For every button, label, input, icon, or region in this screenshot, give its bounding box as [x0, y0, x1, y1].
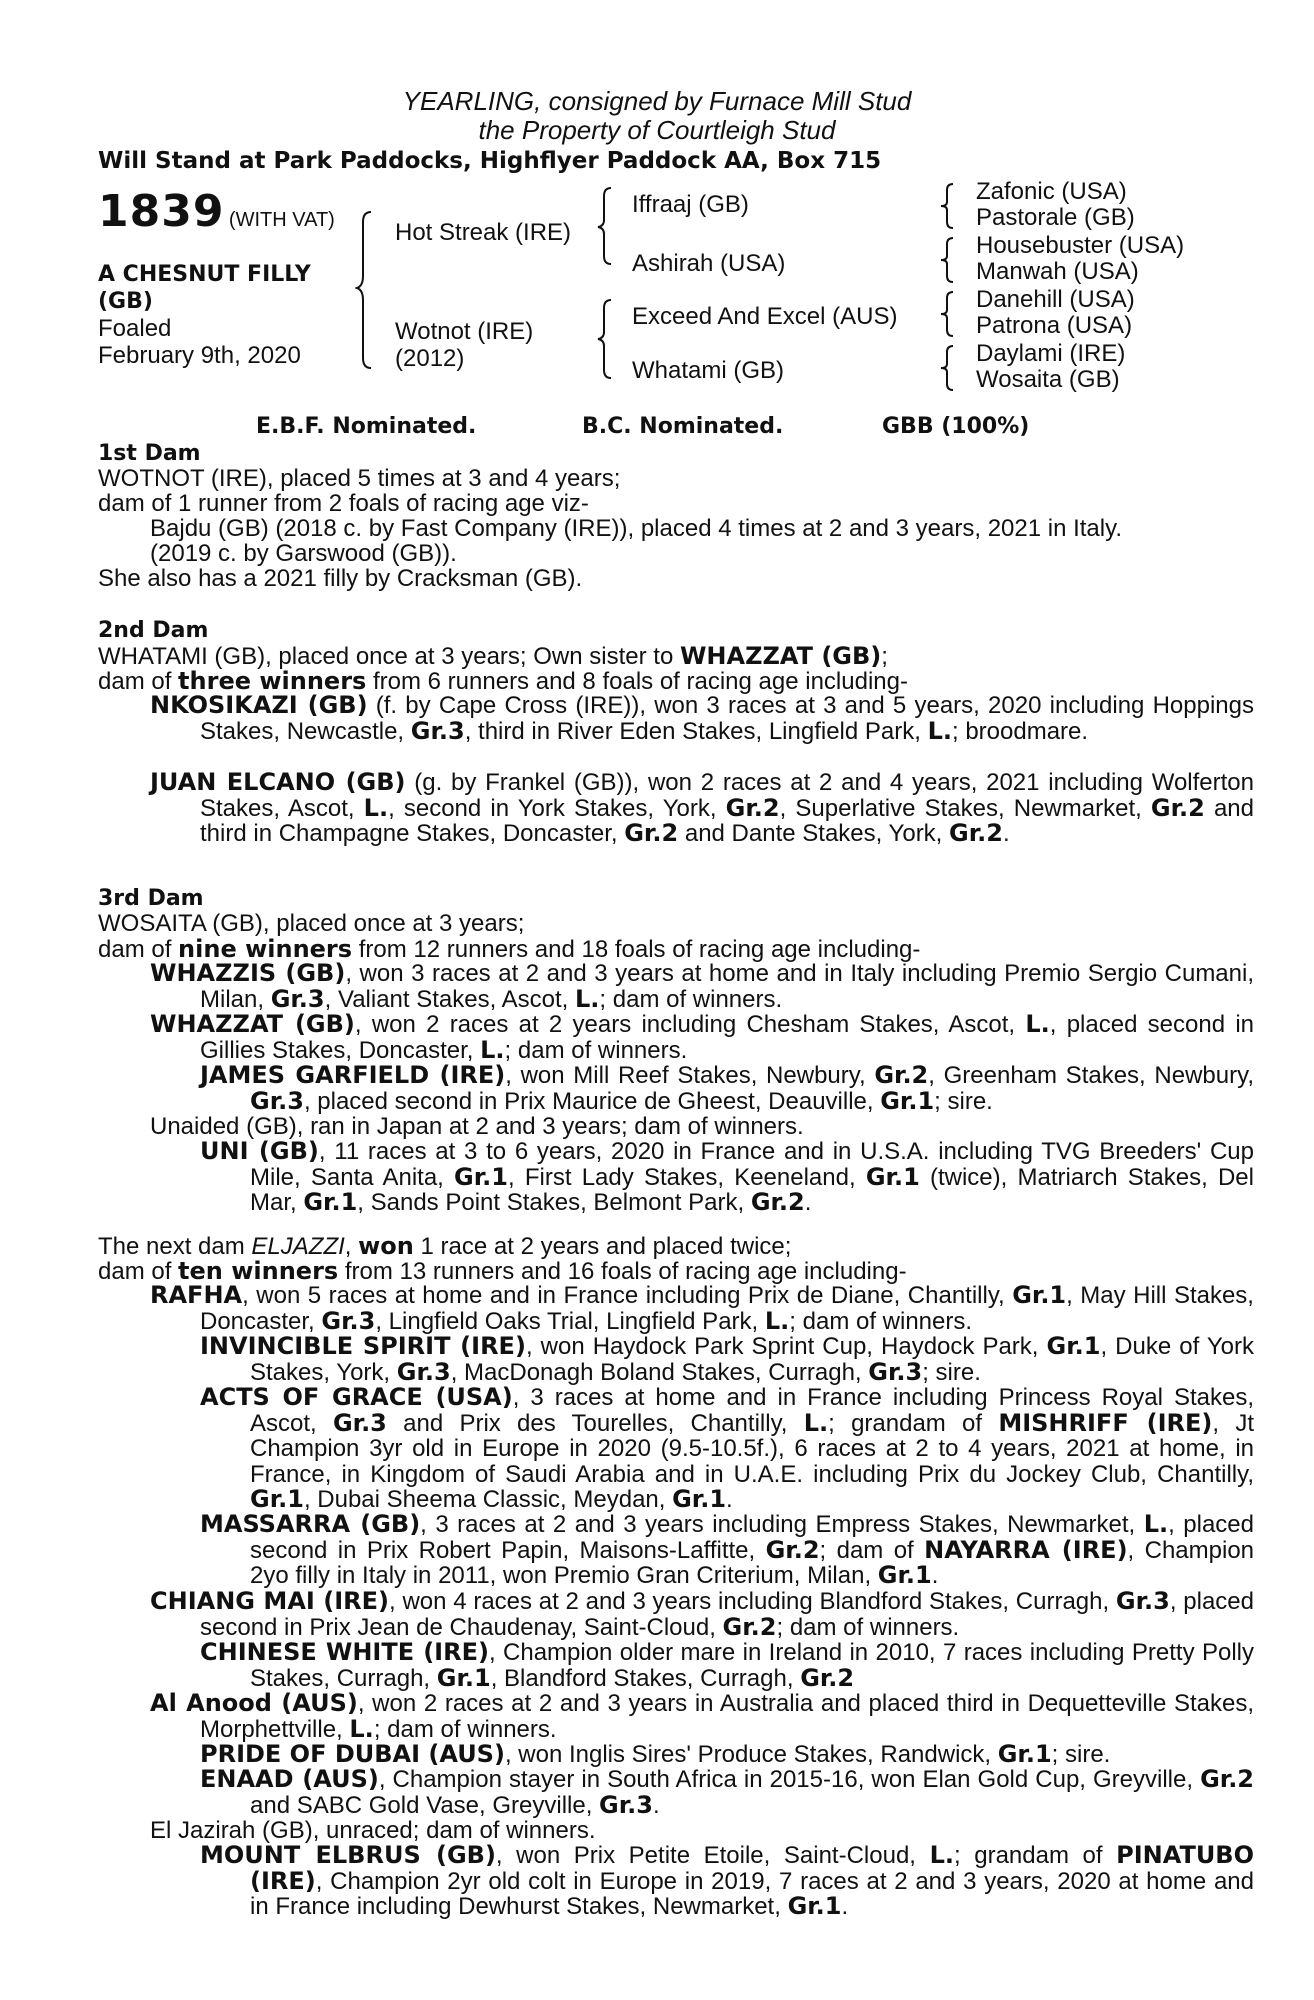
dam-sire: Exceed And Excel (AUS): [632, 303, 898, 330]
third-dam-line: WOSAITA (GB), placed once at 3 years;: [98, 910, 525, 937]
foaled-date: February 9th, 2020: [98, 342, 301, 369]
first-dam-produce: dam of 1 runner from 2 foals of racing age viz-: [98, 490, 589, 517]
entry-massarra: MASSARRA (GB), 3 races at 2 and 3 years including Empress Stakes, Newmarket, L., placed second in Prix Robert Papin, Maisons-Laffitte, Gr.2; dam of NAYARRA (IRE), Champion 2yo filly in Italy in 2011, won Premio Gran Criterium, Milan, Gr.1.: [200, 1510, 1255, 1589]
brace-g2: [937, 236, 957, 284]
entry-invincible-spirit: INVINCIBLE SPIRIT (IRE), won Haydock Park Sprint Cup, Haydock Park, Gr.1, Duke of York Stakes, York, Gr.3, MacDonagh Boland Stakes, Curragh, Gr.3; sire.: [200, 1332, 1254, 1386]
first-dam-line: WOTNOT (IRE), placed 5 times at 3 and 4 years;: [98, 465, 621, 492]
entry-el-jazirah: El Jazirah (GB), unraced; dam of winners.: [150, 1817, 596, 1844]
dam: Wotnot (IRE): [395, 318, 534, 345]
second-dam-heading: 2nd Dam: [98, 618, 209, 643]
horse-origin: (GB): [98, 289, 153, 314]
entry-al-anood: Al Anood (AUS), won 2 races at 2 and 3 years in Australia and placed third in Dequetteville Stakes, Morphettville, L.; dam of winners.: [150, 1689, 1255, 1743]
entry-whazzis: WHAZZIS (GB), won 3 races at 2 and 3 years at home and in Italy including Premio Sergio Cumani, Milan, Gr.3, Valiant Stakes, Ascot, L.; dam of winners.: [150, 959, 1254, 1013]
sire-sire: Iffraaj (GB): [632, 191, 749, 218]
foaled-label: Foaled: [98, 315, 172, 342]
brace-g4: [937, 344, 957, 392]
pedigree-brace-main: [355, 210, 375, 370]
dam-dam: Whatami (GB): [632, 357, 785, 384]
lot-header: [98, 186, 335, 237]
consignor-line: YEARLING, consigned by Furnace Mill Stud: [402, 86, 912, 116]
ancestor-8: Wosaita (GB): [976, 366, 1120, 393]
entry-unaided: Unaided (GB), ran in Japan at 2 and 3 years; dam of winners.: [150, 1113, 804, 1140]
entry-enaad: ENAAD (AUS), Champion stayer in South Africa in 2015-16, won Elan Gold Cup, Greyville, Gr.2 and SABC Gold Vase, Greyville, Gr.3.: [200, 1765, 1255, 1819]
entry-acts-of-grace: ACTS OF GRACE (USA), 3 races at home and in France including Princess Royal Stakes, Ascot, Gr.3 and Prix des Tourelles, Chantilly, L.; grandam of MISHRIFF (IRE), Jt Champion 3yr old in Europe in 2020 (9.5-10.5f.), 6 races at 2 to 4 years, 2021 at home, in France, in Kingdom of Saudi Arabia and in U.A.E. including Prix du Jockey Club, Chantilly, Gr.1, Dubai Sheema Classic, Meydan, Gr.1.: [200, 1383, 1254, 1513]
sire: Hot Streak (IRE): [395, 219, 572, 246]
ebf-nomination: E.B.F. Nominated.: [256, 414, 477, 439]
ancestor-3: Housebuster (USA): [976, 232, 1185, 259]
gbb-status: GBB (100%): [882, 414, 1030, 439]
brace-g1: [937, 182, 957, 230]
entry-chinese-white: CHINESE WHITE (IRE), Champion older mare in Ireland in 2010, 7 races including Pretty Polly Stakes, Curragh, Gr.1, Blandford Stakes, Curragh, Gr.2: [200, 1638, 1255, 1692]
entry-nkosikazi: NKOSIKAZI (GB) (f. by Cape Cross (IRE)), won 3 races at 3 and 5 years, 2020 including Hoppings Stakes, Newcastle, Gr.3, third in River Eden Stakes, Lingfield Park, L.; broodmare.: [150, 691, 1255, 745]
dam-year: (2012): [395, 345, 465, 372]
property-line: the Property of Courtleigh Stud: [478, 115, 836, 145]
ancestor-4: Manwah (USA): [976, 258, 1139, 285]
fourth-dam-line: The next dam ELJAZZI, won 1 race at 2 years and placed twice;: [98, 1232, 792, 1260]
produce-2021-filly: She also has a 2021 filly by Cracksman (GB).: [98, 565, 583, 592]
third-dam-heading: 3rd Dam: [98, 886, 204, 911]
fourth-dam-produce: dam of ten winners from 13 runners and 16 foals of racing age including-: [98, 1257, 907, 1285]
sire-dam: Ashirah (USA): [632, 250, 786, 277]
entry-chiang-mai: CHIANG MAI (IRE), won 4 races at 2 and 3 years including Blandford Stakes, Curragh, Gr.3, placed second in Prix Jean de Chaudenay, Saint-Cloud, Gr.2; dam of winners.: [150, 1587, 1255, 1641]
third-dam-produce: dam of nine winners from 12 runners and 18 foals of racing age including-: [98, 935, 921, 963]
lot-number: 1839: [98, 186, 225, 237]
first-dam-heading: 1st Dam: [98, 441, 201, 466]
entry-mount-elbrus: MOUNT ELBRUS (GB), won Prix Petite Etoile, Saint-Cloud, L.; grandam of PINATUBO (IRE), Champion 2yr old colt in Europe in 2019, 7 races at 2 and 3 years, 2020 at home and in France including Dewhurst Stakes, Newmarket, Gr.1.: [200, 1841, 1254, 1920]
pedigree-brace-dam: [595, 298, 615, 380]
ancestor-5: Danehill (USA): [976, 286, 1135, 313]
second-dam-produce: dam of three winners from 6 runners and 8 foals of racing age including-: [98, 667, 908, 695]
entry-juan-elcano: JUAN ELCANO (GB) (g. by Frankel (GB)), won 2 races at 2 and 4 years, 2021 including Wolferton Stakes, Ascot, L., second in York Stakes, York, Gr.2, Superlative Stakes, Newmarket, Gr.2 and third in Champagne Stakes, Doncaster, Gr.2 and Dante Stakes, York, Gr.2.: [150, 768, 1255, 847]
pedigree-brace-sire: [595, 186, 615, 266]
produce-2019-colt: (2019 c. by Garswood (GB)).: [150, 540, 457, 567]
entry-rafha: RAFHA, won 5 races at home and in France including Prix de Diane, Chantilly, Gr.1, May Hill Stakes, Doncaster, Gr.3, Lingfield Oaks Trial, Lingfield Park, L.; dam of winners.: [150, 1281, 1254, 1335]
ancestor-7: Daylami (IRE): [976, 340, 1126, 367]
ancestor-2: Pastorale (GB): [976, 204, 1135, 231]
entry-james-garfield: JAMES GARFIELD (IRE), won Mill Reef Stakes, Newbury, Gr.2, Greenham Stakes, Newbury, Gr.3, placed second in Prix Maurice de Gheest, Deauville, Gr.1; sire.: [200, 1061, 1254, 1115]
ancestor-1: Zafonic (USA): [976, 178, 1127, 205]
entry-pride-of-dubai: PRIDE OF DUBAI (AUS), won Inglis Sires' Produce Stakes, Randwick, Gr.1; sire.: [200, 1740, 1111, 1768]
vat-note: (WITH VAT): [228, 209, 335, 231]
ancestor-6: Patrona (USA): [976, 312, 1133, 339]
bc-nomination: B.C. Nominated.: [582, 414, 784, 439]
produce-bajdu: Bajdu (GB) (2018 c. by Fast Company (IRE)), placed 4 times at 2 and 3 years, 2021 in Italy.: [150, 515, 1122, 542]
entry-whazzat: WHAZZAT (GB), won 2 races at 2 years including Chesham Stakes, Ascot, L., placed second in Gillies Stakes, Doncaster, L.; dam of winners.: [150, 1010, 1255, 1064]
brace-g3: [937, 290, 957, 338]
second-dam-line: WHATAMI (GB), placed once at 3 years; Own sister to WHAZZAT (GB);: [98, 642, 888, 670]
stand-location: Will Stand at Park Paddocks, Highflyer Paddock AA, Box 715: [98, 148, 882, 174]
horse-description: A CHESNUT FILLY: [98, 262, 311, 287]
entry-uni: UNI (GB), 11 races at 3 to 6 years, 2020 in France and in U.S.A. including TVG Breeders' Cup Mile, Santa Anita, Gr.1, First Lady Stakes, Keeneland, Gr.1 (twice), Matriarch Stakes, Del Mar, Gr.1, Sands Point Stakes, Belmont Park, Gr.2.: [200, 1137, 1254, 1216]
